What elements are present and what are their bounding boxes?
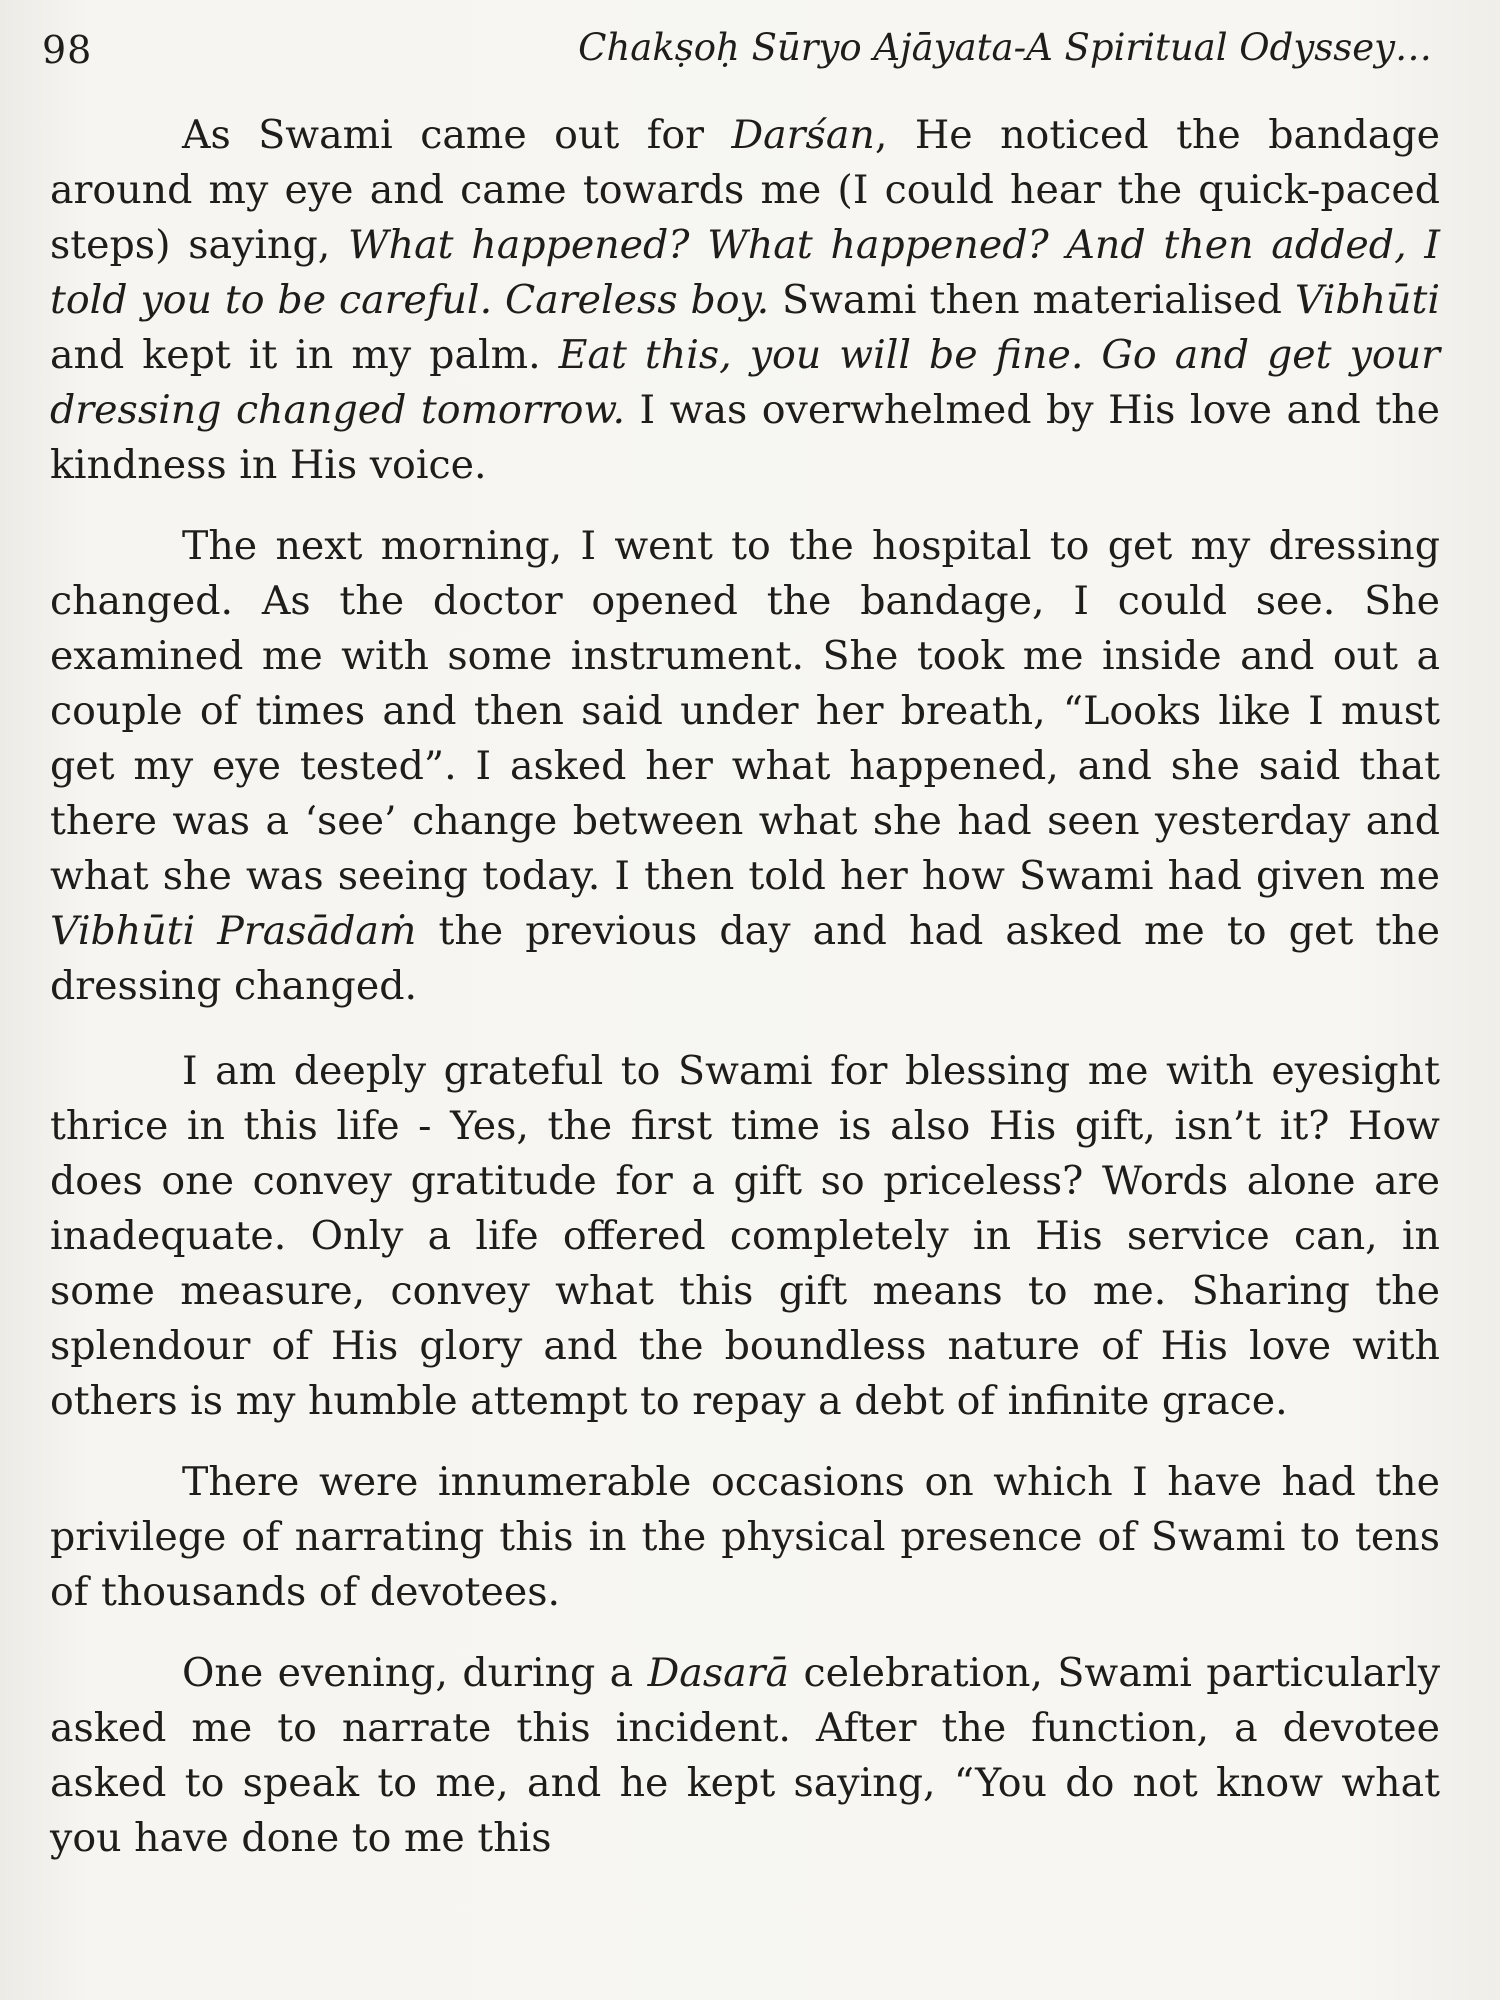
paragraph-darshan	[50, 108, 1440, 493]
italic-term: Dasarā	[647, 1650, 790, 1696]
body-text	[50, 108, 1440, 1892]
page-header	[42, 24, 1432, 94]
text-span: I was overwhelmed by His love and the kindness in His voice.	[50, 387, 1440, 488]
running-title: Chakṣoḥ Sūryo Ajāyata-A Spiritual Odyssey…	[578, 26, 1432, 69]
italic-term: Vibhūti Prasādaṁ	[50, 908, 417, 954]
text-span: Swami then materialised	[769, 277, 1295, 323]
text-span: celebration, Swami particularly asked me to narrate this incident. After the function, a devotee asked to speak to me, and he kept saying, “You do not know what you have done to me this	[50, 1650, 1441, 1861]
paragraph-gratitude: I am deeply grateful to Swami for blessing me with eyesight thrice in this life - Yes, the first time is also His gift, isn’t it? How does one convey gratitude for a gift so priceless? Words alone are inadequate. Only a life offered completely in His service can, in some measure, convey what this gift means to me. Sharing the splendour of His glory and the boundless nature of His love with others is my humble attempt to repay a debt of infinite grace.	[50, 1048, 1440, 1424]
italic-term: Vibhūti	[1294, 277, 1440, 323]
text-span: the previous day and had asked me to get the dressing changed.	[50, 908, 1441, 1009]
paragraph-narrating: There were innumerable occasions on which I have had the privilege of narrating this in the physical presence of Swami to tens of thousands of devotees.	[50, 1459, 1440, 1615]
paragraph-hospital	[50, 519, 1440, 1014]
text-span: and kept it in my palm.	[50, 332, 559, 378]
italic-quote: What happened? What happened? And then added, I told you to be careful. Careless boy.	[50, 222, 1440, 323]
text-span: As Swami came out for	[182, 112, 732, 158]
italic-term: Darśan	[731, 112, 875, 158]
text-span: The next morning, I went to the hospital to get my dressing changed. As the doctor opened the bandage, I could see. She examined me with some instrument. She took me inside and out a couple of times and then said under her breath, “Looks like I must get my eye tested”. I asked her what happened, and she said that there was a ‘see’ change between what she had seen yesterday and what she was seeing today. I then told her how Swami had given me	[50, 523, 1440, 899]
paragraph-dasara	[50, 1646, 1440, 1866]
italic-quote: Eat this, you will be fine. Go and get your dressing changed tomorrow.	[50, 332, 1440, 433]
text-span: , He noticed the bandage around my eye and came towards me (I could hear the quick-paced steps) saying,	[50, 112, 1440, 268]
text-span: One evening, during a	[182, 1650, 648, 1696]
page-number: 98	[42, 28, 93, 72]
